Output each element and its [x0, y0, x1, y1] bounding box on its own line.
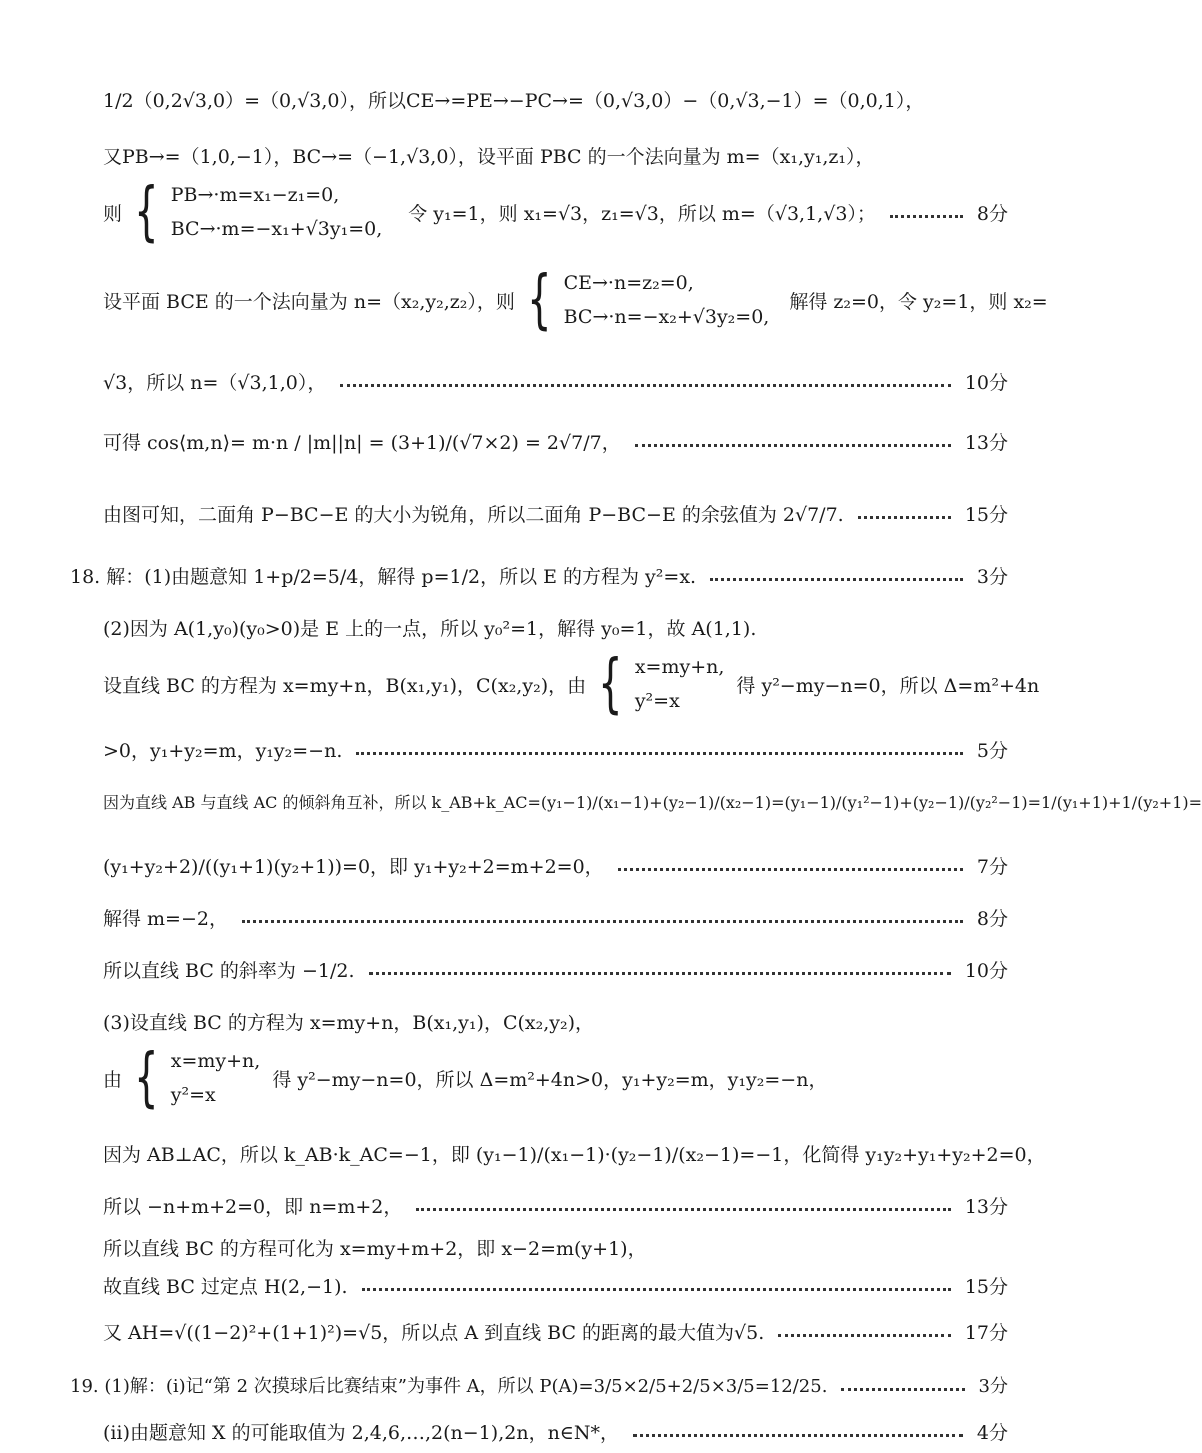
line-text: 可得 cos⟨m,n⟩= m·n / |m||n| = (3+1)/(√7×2) = 2√7/7， [103, 432, 621, 454]
score-label: 13分 [964, 1196, 1008, 1218]
line-text: 又PB→=（1,0,−1），BC→=（−1,√3,0），设平面 PBC 的一个法向量为 m=（x₁,y₁,z₁）， [103, 146, 875, 168]
equation-system [171, 184, 383, 240]
line-text: (y₁+y₂+2)/((y₁+1)(y₂+1))=0，即 y₁+y₂+2=m+2=0， [103, 856, 604, 878]
line-prefix: 设直线 BC 的方程为 x=my+n，B(x₁,y₁)，C(x₂,y₂)，由 [103, 674, 587, 697]
equation-system [564, 272, 770, 328]
solution-line [103, 904, 1008, 931]
dotted-leader [369, 972, 951, 975]
equation-system [171, 1050, 261, 1106]
line-text: >0，y₁+y₂=m，y₁y₂=−n. [103, 740, 343, 762]
dotted-leader [362, 1288, 951, 1291]
line-text: 所以直线 BC 的斜率为 −1/2. [103, 960, 355, 982]
line-text: 又 AH=√((1−2)²+(1+1)²)=√5，所以点 A 到直线 BC 的距离的最大值为√5. [103, 1322, 765, 1344]
solution-line [103, 614, 1008, 641]
solution-line [103, 428, 1008, 455]
solution-line [103, 736, 1008, 763]
line-text: (2)因为 A(1,y₀)(y₀>0)是 E 上的一点，所以 y₀²=1，解得 y₀=1，故 A(1,1). [103, 618, 757, 640]
line-text: 由图可知，二面角 P−BC−E 的大小为锐角，所以二面角 P−BC−E 的余弦值为 2√7/7. [103, 504, 844, 526]
line-text: √3，所以 n=（√3,1,0）， [103, 372, 327, 394]
score-label: 15分 [964, 1276, 1008, 1298]
system-equation: BC→·m=−x₁+√3y₁=0, [170, 218, 383, 240]
left-brace-icon: { [134, 175, 159, 249]
line-text: 18. 解：(1)由题意知 1+p/2=5/4，解得 p=1/2，所以 E 的方程为 y²=x. [70, 566, 697, 588]
dotted-leader [618, 868, 963, 871]
system-equation: y²=x [634, 690, 680, 712]
solution-line [103, 86, 1008, 113]
line-text: 解得 z₂=0，令 y₂=1，则 x₂= [789, 290, 1048, 313]
system-equation: y²=x [170, 1084, 216, 1106]
solution-line [70, 562, 1008, 589]
solution-line [103, 852, 1008, 879]
system-equation: CE→·n=z₂=0, [563, 272, 694, 294]
line-prefix: 由 [103, 1068, 123, 1091]
solution-line [103, 142, 1008, 169]
dotted-leader [890, 215, 963, 218]
dotted-leader [356, 752, 963, 755]
solution-line [103, 1418, 1008, 1445]
line-text: 得 y²−my−n=0，所以 Δ=m²+4n>0，y₁+y₂=m，y₁y₂=−n， [272, 1068, 828, 1091]
line-text: 得 y²−my−n=0，所以 Δ=m²+4n [736, 674, 1040, 697]
left-brace-icon: { [134, 1041, 159, 1115]
system-equation: PB→·m=x₁−z₁=0, [170, 184, 340, 206]
equation-system-block [103, 1041, 1008, 1115]
score-label: 5分 [976, 740, 1008, 762]
dotted-leader [858, 516, 951, 519]
score-label: 17分 [964, 1322, 1008, 1344]
line-text: 所以直线 BC 的方程可化为 x=my+m+2，即 x−2=m(y+1)， [103, 1238, 647, 1260]
line-text: 令 y₁=1，则 x₁=√3，z₁=√3，所以 m=（√3,1,√3）； [408, 202, 876, 225]
line-text: 1/2（0,2√3,0）=（0,√3,0），所以CE→=PE→−PC→=（0,√3,0）−（0,√3,−1）=（0,0,1）， [103, 90, 925, 112]
equation-system-block [103, 647, 1040, 721]
solution-line [103, 1272, 1008, 1299]
dotted-leader [633, 1434, 963, 1437]
solution-line [70, 1372, 1008, 1398]
score-label: 8分 [976, 908, 1008, 930]
score-label: 8分 [976, 202, 1008, 225]
equation-system-block [103, 263, 1048, 337]
solution-line [103, 790, 1202, 813]
line-prefix: 则 [103, 202, 123, 225]
solution-line [103, 500, 1008, 527]
line-prefix: 设平面 BCE 的一个法向量为 n=（x₂,y₂,z₂），则 [103, 290, 515, 313]
line-text: 解得 m=−2， [103, 908, 228, 930]
solution-line [103, 1318, 1008, 1345]
dotted-leader [778, 1334, 951, 1337]
line-text: 19. (1)解：(ⅰ)记“第 2 次摸球后比赛结束”为事件 A，所以 P(A)=3/5×2/5+2/5×3/5=12/25. [70, 1376, 828, 1397]
line-text: (ⅱ)由题意知 X 的可能取值为 2,4,6,…,2(n−1),2n，n∈N*， [103, 1422, 619, 1444]
solution-line [103, 1234, 1008, 1261]
line-text: 故直线 BC 过定点 H(2,−1). [103, 1276, 348, 1298]
line-text: 因为 AB⊥AC，所以 k_AB·k_AC=−1，即 (y₁−1)/(x₁−1)·(y₂−1)/(x₂−1)=−1，化简得 y₁y₂+y₁+y₂+2=0， [103, 1144, 1046, 1166]
line-text: 因为直线 AB 与直线 AC 的倾斜角互补，所以 k_AB+k_AC=(y₁−1)/(x₁−1)+(y₂−1)/(x₂−1)=(y₁−1)/(y₁²−1)+(y₂−1)/(y₂²−1)=1/(y₁+1)+1/(y₂+1)= [103, 793, 1202, 812]
dotted-leader [340, 384, 950, 387]
dotted-leader [710, 578, 963, 581]
solution-line [103, 1192, 1008, 1219]
score-label: 10分 [964, 372, 1008, 394]
score-label: 13分 [964, 432, 1008, 454]
line-text: (3)设直线 BC 的方程为 x=my+n，B(x₁,y₁)，C(x₂,y₂)， [103, 1012, 595, 1034]
system-equation: BC→·n=−x₂+√3y₂=0, [563, 306, 770, 328]
solution-line [103, 1140, 1046, 1167]
score-label: 15分 [964, 504, 1008, 526]
left-brace-icon: { [527, 263, 552, 337]
score-label: 7分 [976, 856, 1008, 878]
left-brace-icon: { [598, 647, 623, 721]
solution-line [103, 368, 1008, 395]
score-label: 10分 [964, 960, 1008, 982]
equation-system-block [103, 175, 1008, 249]
dotted-leader [635, 444, 951, 447]
line-text: 所以 −n+m+2=0，即 n=m+2， [103, 1196, 403, 1218]
solution-line [103, 956, 1008, 983]
system-equation: x=my+n, [170, 1050, 261, 1072]
score-label: 3分 [976, 566, 1008, 588]
dotted-leader [242, 920, 963, 923]
dotted-leader [841, 1388, 964, 1391]
system-equation: x=my+n, [634, 656, 725, 678]
score-label: 4分 [976, 1422, 1008, 1444]
solution-line [103, 1008, 1008, 1035]
score-label: 3分 [978, 1376, 1008, 1397]
dotted-leader [416, 1208, 950, 1211]
equation-system [635, 656, 725, 712]
